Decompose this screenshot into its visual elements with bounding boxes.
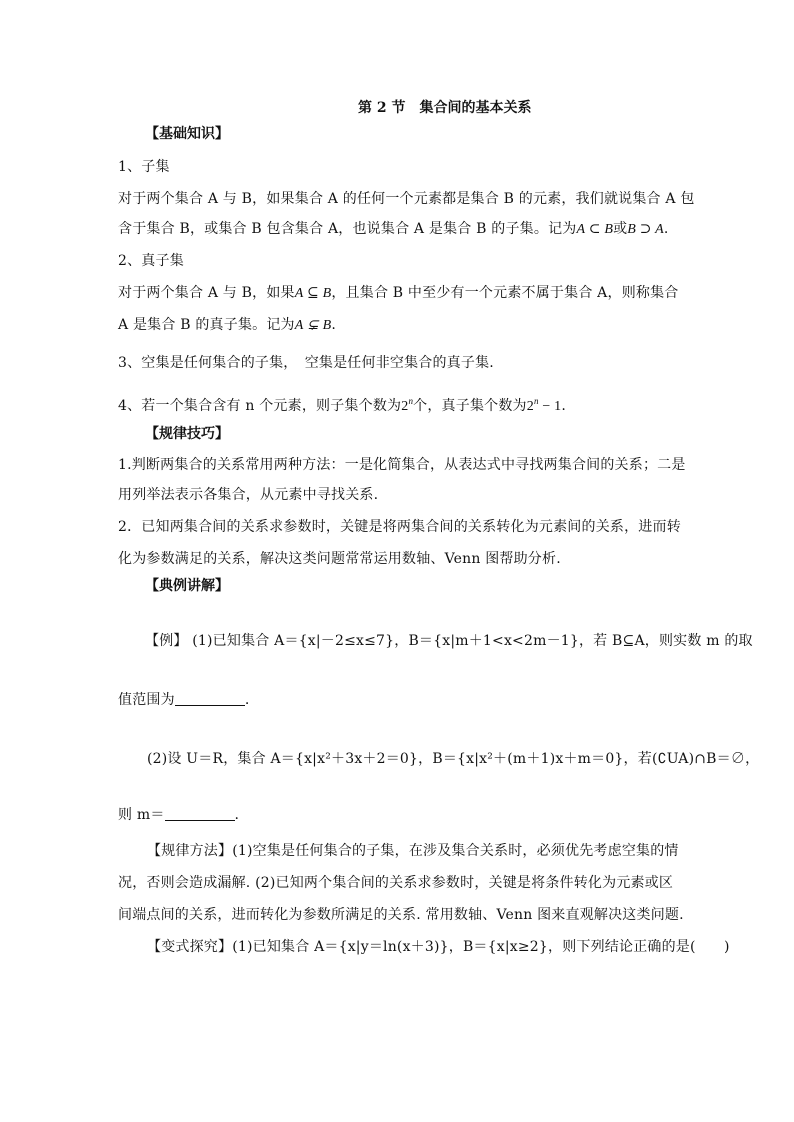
or-text: 或: [613, 221, 628, 237]
subset-title: 1、子集: [118, 159, 170, 175]
answer-blank: [165, 806, 235, 821]
tips-line-3: 2．已知两集合间的关系求参数时，关键是将两集合间的关系转化为元素间的关系，进而转: [118, 519, 681, 535]
example-2-answer-label: 则 m＝: [118, 807, 165, 823]
sentence-end: .: [561, 398, 567, 414]
proper-subset-definition-line1: [118, 283, 679, 304]
section-heading-examples: 【典例讲解】: [145, 578, 229, 594]
formula-exponent: n: [408, 396, 414, 406]
subset-notation-a-in-b: A ⊂ B: [576, 222, 614, 237]
sentence-end: .: [234, 807, 240, 823]
proper-subset-text-a: 对于两个集合 A 与 B，如果: [118, 285, 295, 301]
proper-subset-title: 2、真子集: [118, 253, 184, 269]
subset-count-statement: [118, 391, 566, 417]
tips-line-2: 用列举法表示各集合，从元素中寻找关系.: [118, 487, 379, 503]
method-line-3: 间端点间的关系，进而转化为参数所满足的关系. 常用数轴、Venn 图来直观解决这类问题.: [118, 907, 684, 923]
section-heading-basic: 【基础知识】: [145, 126, 229, 142]
subset-count-text-b: 个，真子集个数为: [413, 398, 527, 414]
proper-subset-count-formula: [526, 396, 562, 414]
proper-subset-notation: A ⊊ B: [294, 318, 332, 333]
formula-exponent: n: [533, 396, 539, 406]
example-1-line1: 【例】 (1)已知集合 A＝{x|－2≤x≤7}，B＝{x|m＋1<x<2m－1}，若 B⊆A，则实数 m 的取: [145, 633, 753, 649]
proper-subset-definition-line2: [118, 315, 336, 336]
formula-base: 2: [526, 399, 534, 414]
tips-line-1: 1.判断两集合的关系常用两种方法：一是化简集合，从表达式中寻找两集合间的关系；二是: [118, 457, 686, 473]
subset-definition-text: 含于集合 B，或集合 B 包含集合 A，也说集合 A 是集合 B 的子集。记为: [118, 221, 577, 237]
sentence-end: .: [331, 317, 336, 333]
proper-subset-text-c: A 是集合 B 的真子集。记为: [118, 317, 295, 333]
sentence-end: .: [663, 221, 669, 237]
method-line-2: 况，否则会造成漏解. (2)已知两个集合间的关系求参数时，关键是将条件转化为元素或区: [118, 875, 674, 891]
variant-question-line1: 【变式探究】(1)已知集合 A＝{x|y＝ln(x＋3)}，B＝{x|x≥2}，则下列结论正确的是( ): [147, 939, 730, 955]
subset-notation-a-subseteq-b: A ⊆ B: [294, 286, 332, 301]
subset-notation-b-contains-a: B ⊃ A: [627, 222, 664, 237]
subset-definition-line1: 对于两个集合 A 与 B，如果集合 A 的任何一个元素都是集合 B 的元素，我们就说集合 A 包: [118, 191, 695, 207]
section-heading-tips: 【规律技巧】: [145, 426, 229, 442]
subset-count-formula: [401, 396, 414, 414]
method-line-1: 【规律方法】(1)空集是任何集合的子集，在涉及集合关系时，必须优先考虑空集的情: [147, 843, 679, 859]
formula-base: 2: [401, 399, 409, 414]
formula-tail: − 1: [538, 399, 562, 414]
subset-count-text-a: 4、若一个集合含有 n 个元素，则子集个数为: [118, 398, 402, 414]
example-2-line2: [118, 805, 239, 825]
example-1-line2: [118, 690, 249, 710]
proper-subset-text-b: ，且集合 B 中至少有一个元素不属于集合 A，则称集合: [331, 285, 679, 301]
answer-blank: [175, 691, 245, 706]
tips-line-4: 化为参数满足的关系，解决这类问题常常运用数轴、Venn 图帮助分析.: [118, 551, 561, 567]
example-1-answer-label: 值范围为: [118, 692, 175, 708]
subset-definition-line2: [118, 219, 669, 240]
example-2-line1: (2)设 U＝R，集合 A＝{x|x²＋3x＋2＝0}，B＝{x|x²＋(m＋1)x＋m＝0}，若(∁UA)∩B＝∅，: [147, 751, 760, 767]
sentence-end: .: [244, 692, 250, 708]
empty-set-statement: 3、空集是任何集合的子集， 空集是任何非空集合的真子集.: [118, 355, 494, 371]
page-title: 第 2 节 集合间的基本关系: [358, 100, 532, 116]
